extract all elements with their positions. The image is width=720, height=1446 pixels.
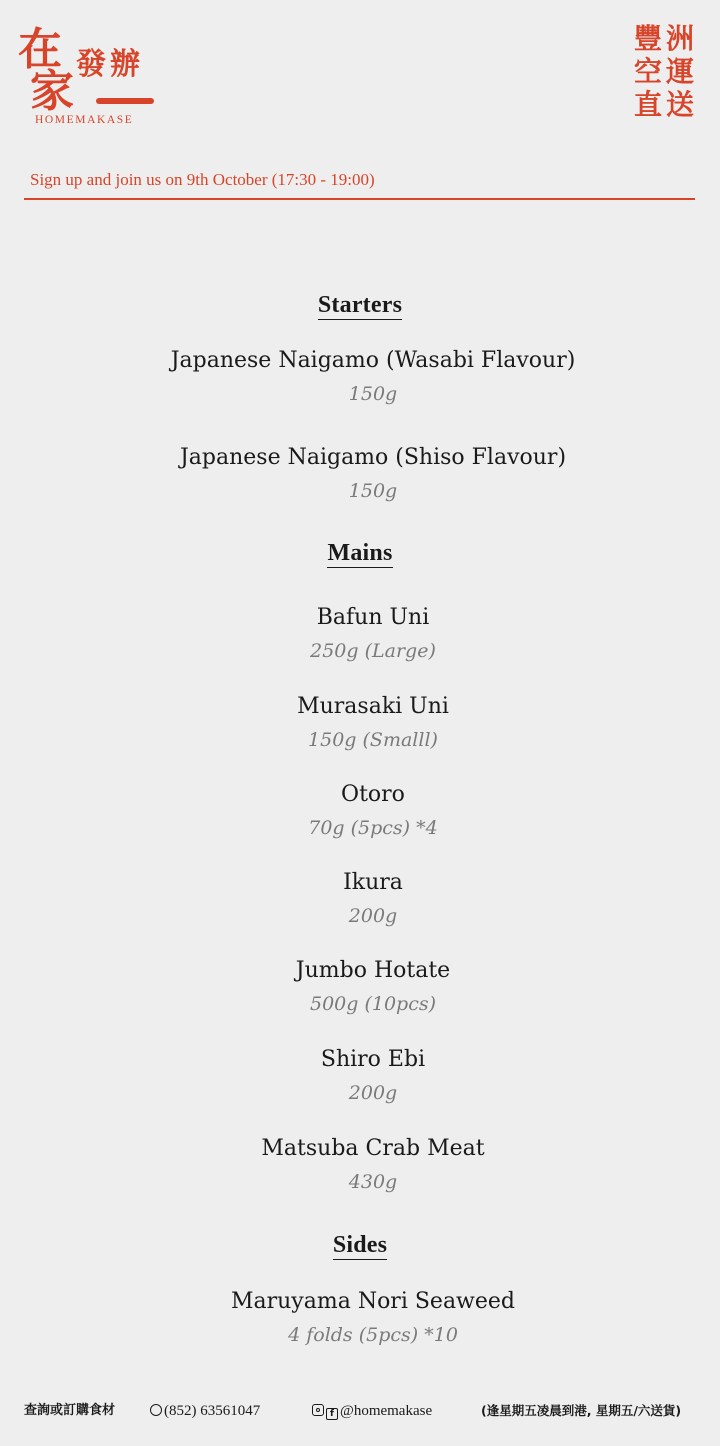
menu-item-name: Otoro	[341, 782, 405, 807]
logo-char: 在	[18, 24, 62, 75]
stamp-char: 洲	[665, 22, 694, 55]
menu-item-detail: 200g	[348, 905, 398, 927]
menu-item-detail: 500g (10pcs)	[309, 993, 437, 1015]
toyosu-air-direct-stamp	[632, 22, 696, 121]
whatsapp-icon	[150, 1404, 162, 1416]
sides-heading	[0, 1232, 720, 1259]
stamp-char: 豐	[633, 22, 662, 55]
menu-item-name: Japanese Naigamo (Shiso Flavour)	[179, 445, 567, 470]
stamp-char: 直	[633, 88, 662, 121]
stamp-char: 運	[665, 55, 694, 88]
footer-phone[interactable]	[150, 1400, 260, 1422]
sides-heading-text: Sides	[332, 1232, 388, 1258]
menu-item-name: Maruyama Nori Seaweed	[230, 1289, 516, 1314]
menu-item-name: Shiro Ebi	[320, 1047, 426, 1072]
stamp-char: 送	[665, 88, 694, 121]
menu-item-detail: 150g (Smalll)	[308, 729, 438, 751]
menu-item-name: Matsuba Crab Meat	[261, 1136, 485, 1161]
homemakase-logo	[16, 26, 146, 130]
starters-heading-text: Starters	[317, 292, 403, 318]
menu-item-name: Japanese Naigamo (Wasabi Flavour)	[170, 348, 576, 373]
footer-social[interactable]	[312, 1400, 432, 1422]
logo-wordmark: HOMEMAKASE	[35, 114, 134, 126]
menu-item-name: Murasaki Uni	[297, 694, 449, 719]
menu-item-detail: 430g	[348, 1171, 398, 1193]
footer-enquiry: 查詢或訂購食材	[24, 1403, 116, 1418]
logo-char: 辦	[110, 47, 140, 82]
menu-item-detail: 150g	[348, 480, 398, 502]
logo-char: 家	[30, 66, 74, 117]
signup-link[interactable]: Sign up and join us on 9th October (17:30 - 19:00)	[30, 170, 375, 189]
stamp-char: 空	[633, 55, 662, 88]
footer-phone-number: (852) 63561047	[164, 1403, 261, 1419]
menu-item-name: Bafun Uni	[316, 605, 430, 630]
facebook-icon: f	[326, 1408, 338, 1420]
menu-item-detail: 70g (5pcs) *4	[308, 817, 438, 839]
header-divider	[24, 198, 695, 200]
footer-delivery-note: (逢星期五凌晨到港, 星期五/六送貨)	[481, 1403, 682, 1418]
mains-heading	[0, 540, 720, 567]
logo-stroke	[96, 98, 154, 104]
menu-item-detail: 250g (Large)	[310, 640, 436, 662]
menu-item-detail: 150g	[348, 383, 398, 405]
menu-item-detail: 4 folds (5pcs) *10	[288, 1324, 458, 1346]
mains-heading-text: Mains	[327, 540, 393, 566]
instagram-icon	[312, 1404, 324, 1416]
menu-item-name: Jumbo Hotate	[295, 958, 451, 983]
menu-item-detail: 200g	[348, 1082, 398, 1104]
menu-item-name: Ikura	[343, 870, 403, 895]
starters-heading	[0, 292, 720, 319]
footer-social-handle: @homemakase	[340, 1403, 433, 1419]
logo-char: 發	[76, 47, 106, 82]
